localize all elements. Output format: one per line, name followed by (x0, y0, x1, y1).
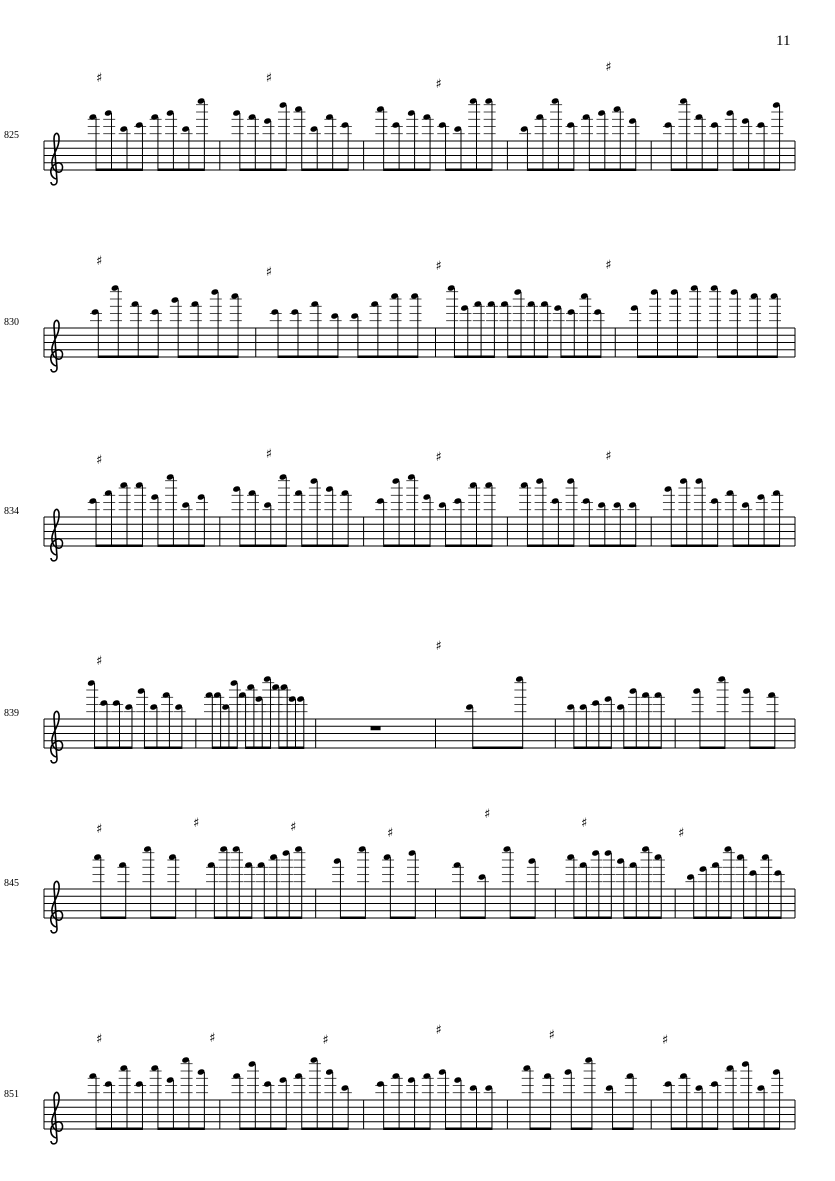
beam (694, 917, 731, 920)
beam (571, 1128, 592, 1131)
beam (240, 1128, 286, 1131)
beam (574, 917, 611, 920)
beam (96, 1128, 142, 1131)
beam (390, 917, 415, 920)
beam (214, 917, 251, 920)
measure-number: 834 (4, 506, 19, 517)
sharp-icon: ♯ (581, 816, 588, 831)
beam (473, 747, 523, 750)
beam (384, 169, 430, 172)
sharp-icon: ♯ (265, 71, 273, 86)
sharp-icon: ♯ (265, 265, 273, 280)
beam (144, 747, 181, 750)
beam (212, 747, 237, 750)
sharp-icon: ♯ (387, 826, 394, 841)
beam (358, 356, 418, 359)
sharp-icon: ♯ (435, 1023, 442, 1038)
measure-number: 839 (4, 708, 19, 719)
sharp-icon: ♯ (605, 449, 612, 464)
beam (158, 1128, 204, 1131)
beam (178, 356, 238, 359)
beam (98, 356, 158, 359)
sharp-icon: ♯ (96, 71, 103, 86)
beam (508, 356, 548, 359)
beam (671, 169, 717, 172)
beam (240, 169, 286, 172)
sharp-icon: ♯ (290, 820, 297, 835)
beam (750, 747, 775, 750)
sharp-icon: ♯ (265, 447, 273, 462)
sharp-icon: ♯ (96, 1032, 103, 1047)
measure-number: 845 (4, 878, 19, 889)
beam (446, 1128, 492, 1131)
system (4, 447, 795, 561)
sharp-icon: ♯ (605, 258, 612, 273)
system (4, 1023, 795, 1144)
sharp-icon: ♯ (322, 1033, 329, 1048)
sharp-icon: ♯ (661, 1033, 669, 1048)
beam (95, 747, 132, 750)
beam (589, 169, 635, 172)
system (4, 639, 795, 763)
measure-number: 851 (4, 1089, 19, 1100)
beam (158, 545, 204, 548)
beam (96, 169, 142, 172)
sharp-icon: ♯ (435, 450, 442, 465)
sharp-icon: ♯ (96, 254, 103, 269)
sharp-icon: ♯ (209, 1031, 216, 1046)
beam (264, 917, 301, 920)
beam (151, 917, 176, 920)
sharp-icon: ♯ (96, 654, 103, 669)
beam (561, 356, 601, 359)
beam (460, 917, 485, 920)
beam (454, 356, 494, 359)
beam (279, 747, 304, 750)
page-number: 11 (776, 33, 791, 49)
sharp-icon: ♯ (484, 807, 491, 822)
beam (744, 917, 781, 920)
sharp-icon: ♯ (548, 1028, 555, 1043)
beam (446, 169, 492, 172)
sharp-icon: ♯ (96, 822, 103, 837)
beam (384, 1128, 430, 1131)
beam (700, 747, 725, 750)
beam (384, 545, 430, 548)
beam (613, 1128, 634, 1131)
beam (671, 545, 717, 548)
beam (717, 356, 777, 359)
measure-number: 830 (4, 317, 19, 328)
sharp-icon: ♯ (435, 77, 442, 92)
beam (733, 1128, 779, 1131)
beam (589, 545, 635, 548)
system (4, 254, 795, 372)
sharp-icon: ♯ (96, 453, 103, 468)
beam (510, 917, 535, 920)
sharp-icon: ♯ (435, 639, 442, 654)
beam (671, 1128, 717, 1131)
beam (302, 545, 348, 548)
system (4, 60, 795, 185)
beam (302, 169, 348, 172)
sharp-icon: ♯ (435, 259, 442, 274)
beam (530, 1128, 551, 1131)
beam (733, 545, 779, 548)
systems-layer (4, 60, 795, 1144)
beam (96, 545, 142, 548)
beam (158, 169, 204, 172)
beam (733, 169, 779, 172)
beam (246, 747, 271, 750)
beam (302, 1128, 348, 1131)
beam (446, 545, 492, 548)
beam (574, 747, 611, 750)
sharp-icon: ♯ (678, 826, 685, 841)
beam (638, 356, 698, 359)
beam (278, 356, 338, 359)
sharp-icon: ♯ (605, 60, 612, 75)
beam (527, 545, 573, 548)
rest-icon (371, 726, 381, 730)
sharp-icon: ♯ (193, 816, 200, 831)
measure-number: 825 (4, 130, 19, 141)
beam (340, 917, 365, 920)
beam (624, 747, 661, 750)
beam (240, 545, 286, 548)
beam (527, 169, 573, 172)
beam (101, 917, 126, 920)
beam (624, 917, 661, 920)
system (4, 807, 795, 933)
